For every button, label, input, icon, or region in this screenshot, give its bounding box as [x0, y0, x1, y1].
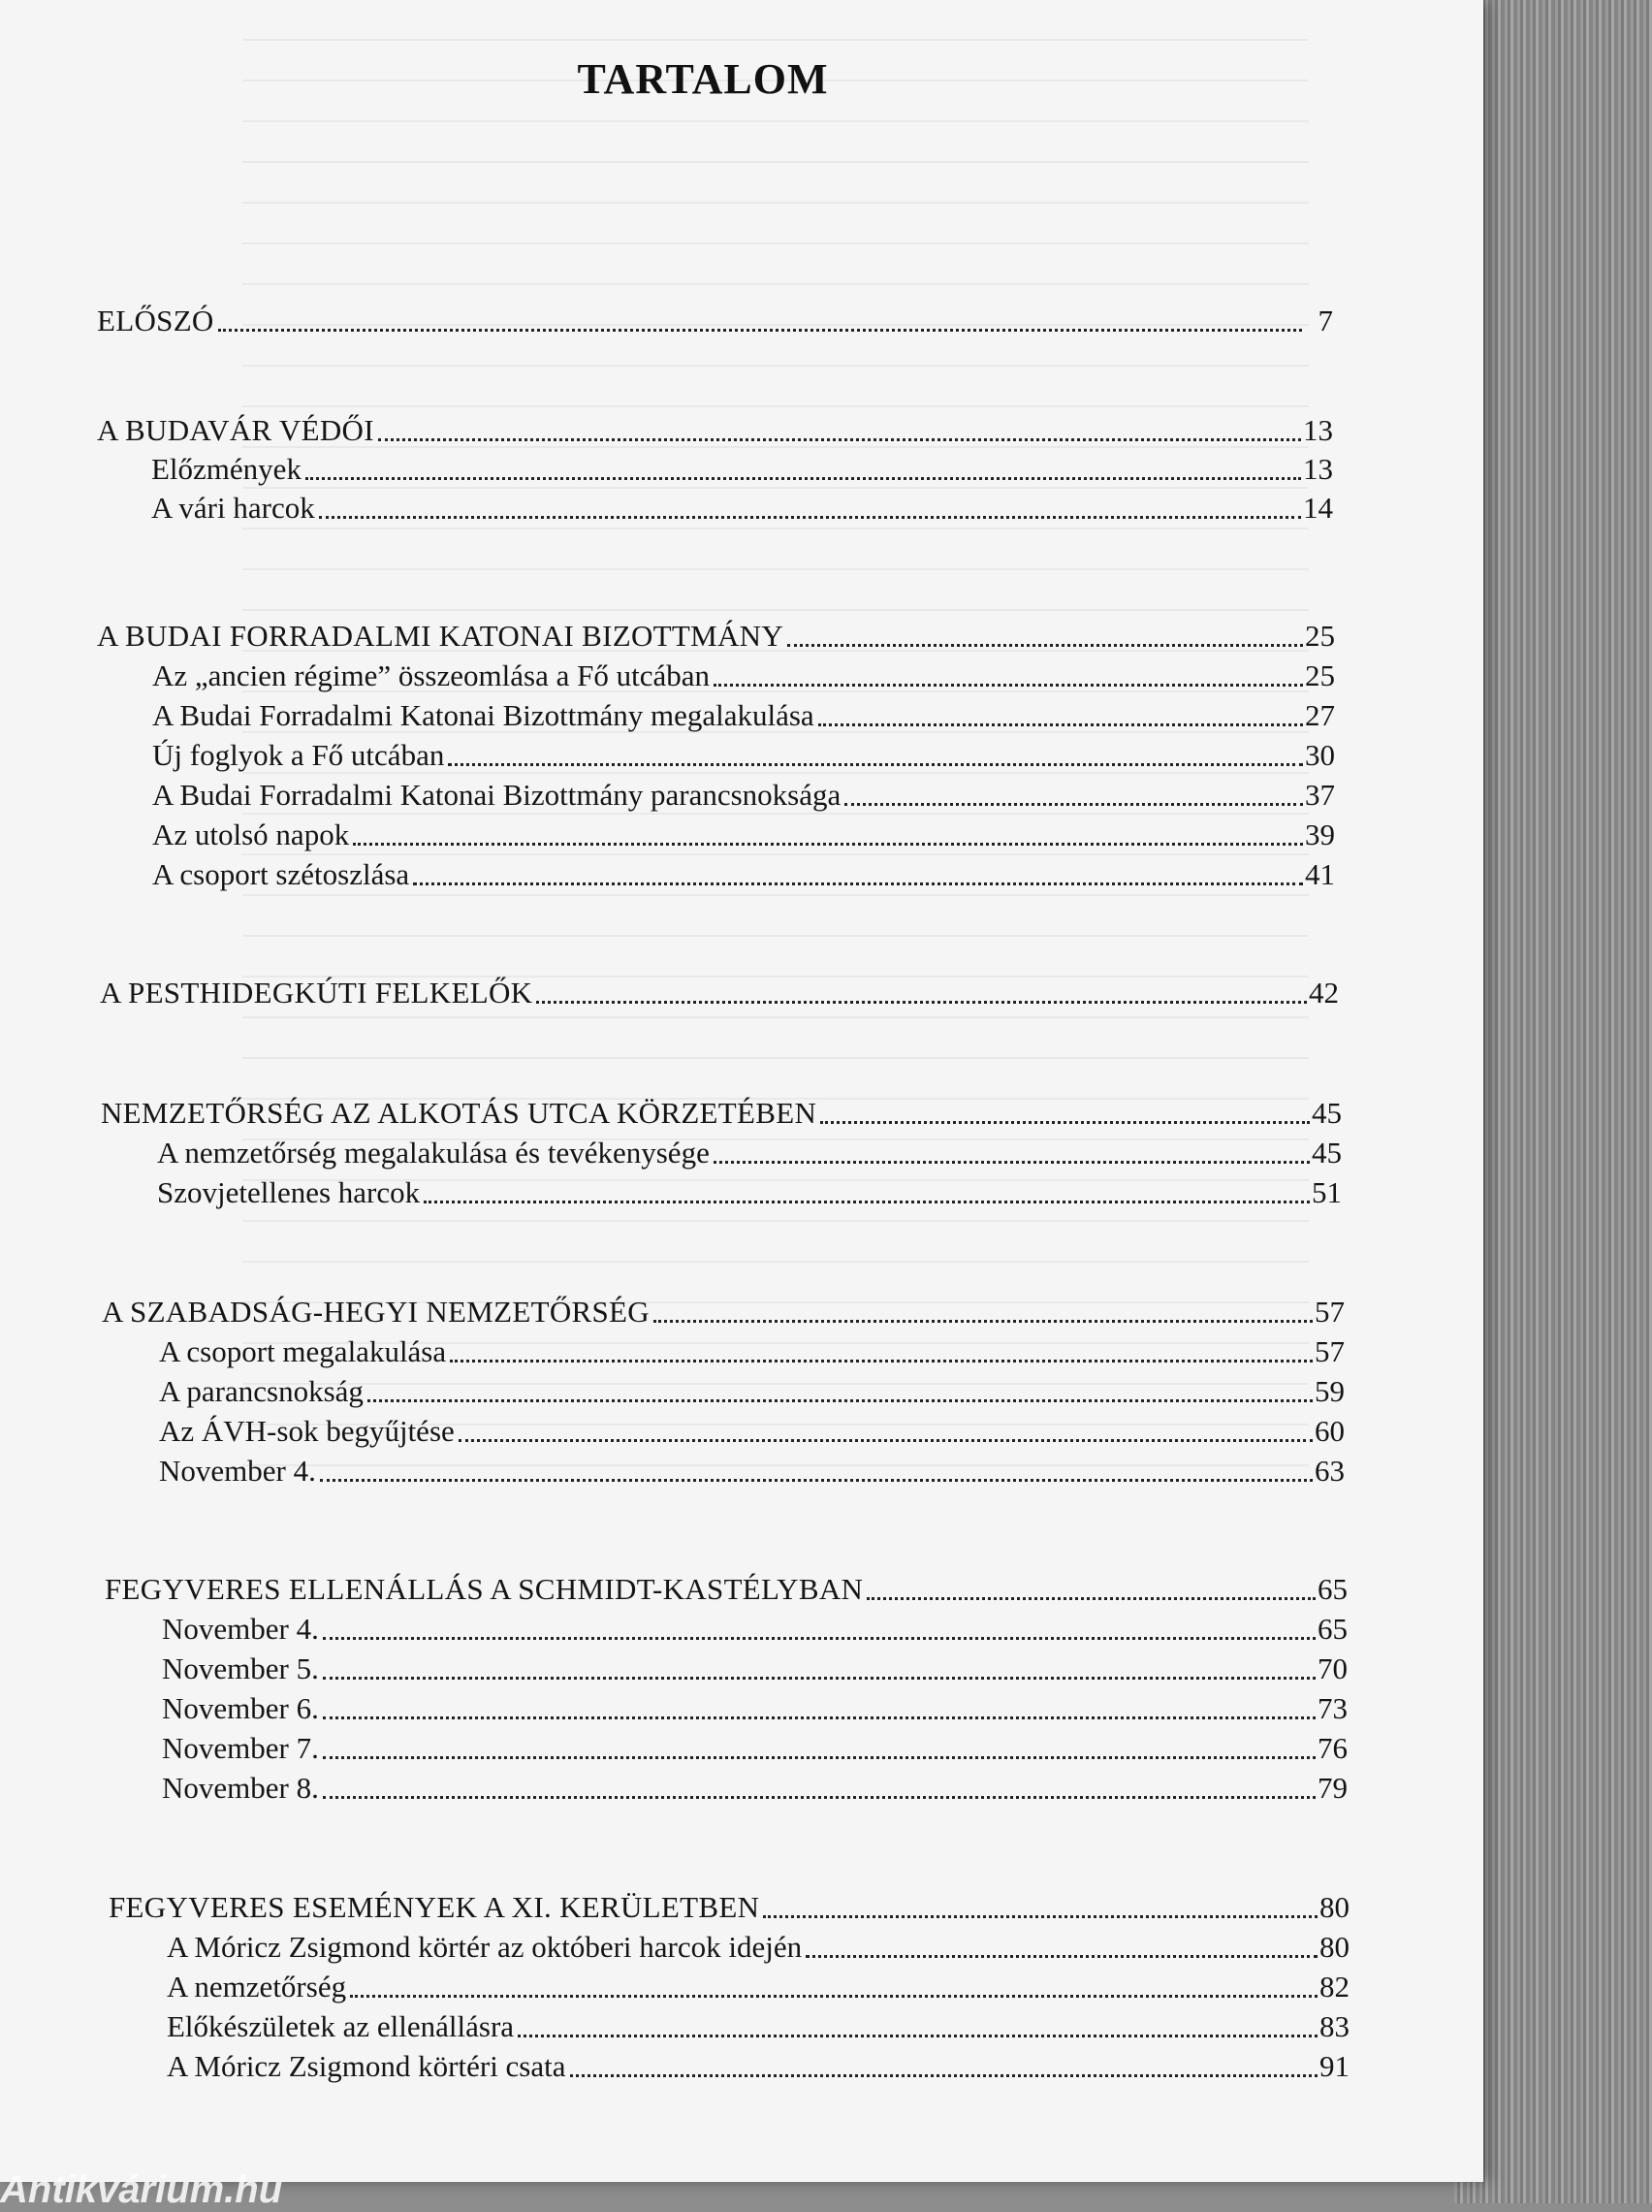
toc-page-number: 57 [1315, 1334, 1345, 1368]
dot-leader [305, 477, 1301, 480]
dot-leader [763, 1915, 1318, 1918]
dot-leader [323, 1796, 1316, 1799]
toc-entry-title: A Budai Forradalmi Katonai Bizottmány megalakulása [152, 698, 814, 732]
toc-entry-title: NEMZETŐRSÉG AZ ALKOTÁS UTCA KÖRZETÉBEN [101, 1096, 817, 1130]
toc-entry-title: November 7. [162, 1731, 319, 1765]
dot-leader [570, 2074, 1318, 2077]
toc-subentry [159, 1453, 1345, 1490]
toc-section-heading [109, 1889, 1350, 1926]
toc-entry-title: FEGYVERES ESEMÉNYEK A XI. KERÜLETBEN [109, 1890, 760, 1924]
toc-entry-title: A BUDAVÁR VÉDŐI [97, 413, 374, 447]
toc-subentry [167, 2048, 1350, 2085]
toc-section-heading [105, 1571, 1348, 1608]
toc-page-number: 13 [1303, 452, 1333, 486]
toc-entry-title: A PESTHIDEGKÚTI FELKELŐK [100, 976, 533, 1010]
toc-subentry [162, 1770, 1348, 1807]
dot-leader [218, 329, 1302, 332]
toc-page-number: 59 [1315, 1374, 1345, 1408]
dot-leader [323, 1677, 1316, 1680]
toc-entry-title: A nemzetőrség megalakulása és tevékenysége [157, 1136, 710, 1170]
toc-page-number: 79 [1318, 1771, 1348, 1805]
toc-subentry [152, 856, 1335, 893]
dot-leader [818, 723, 1303, 726]
toc-subentry [167, 2008, 1350, 2045]
toc-entry-title: A SZABADSÁG-HEGYI NEMZETŐRSÉG [102, 1295, 650, 1329]
toc-section-heading [100, 975, 1339, 1011]
toc-page-number: 30 [1305, 738, 1335, 772]
toc-subentry [157, 1135, 1342, 1171]
toc-entry-title: A csoport megalakulása [159, 1334, 447, 1368]
toc-subentry [152, 817, 1335, 853]
toc-page-number: 82 [1319, 1970, 1350, 2004]
dot-leader [714, 1161, 1310, 1164]
dot-leader [820, 1121, 1310, 1124]
toc-page-number: 27 [1305, 698, 1335, 732]
toc-entry-title: Az utolsó napok [152, 817, 350, 851]
dot-leader [448, 763, 1303, 766]
toc-entry-title: A vári harcok [151, 491, 315, 525]
toc-page-number: 37 [1305, 778, 1335, 812]
toc-entry-title: A Móricz Zsigmond körtér az októberi harcok idején [167, 1930, 803, 1964]
toc-subentry [162, 1651, 1348, 1687]
toc-entry-title: November 6. [162, 1691, 319, 1725]
toc-entry-title: A BUDAI FORRADALMI KATONAI BIZOTTMÁNY [97, 619, 784, 653]
dot-leader [787, 644, 1303, 647]
toc-subentry [152, 657, 1335, 694]
toc-page-number: 57 [1315, 1295, 1345, 1329]
dot-leader [353, 843, 1303, 846]
toc-entry-title: Előkészületek az ellenállásra [167, 2009, 515, 2043]
toc-entry-title: Az „ancien régime” összeomlása a Fő utcában [152, 658, 710, 692]
dot-leader [714, 684, 1303, 687]
toc-section-heading [97, 412, 1333, 449]
toc-page-number: 65 [1318, 1612, 1348, 1646]
dot-leader [378, 438, 1301, 441]
toc-subentry [159, 1333, 1345, 1370]
toc-page-number: 51 [1312, 1175, 1342, 1209]
toc-entry-title: November 8. [162, 1771, 319, 1805]
dot-leader [450, 1360, 1313, 1362]
toc-subentry [152, 737, 1335, 774]
dot-leader [323, 1756, 1316, 1759]
toc-entry-title: A nemzetőrség [167, 1970, 347, 2004]
toc-page-number: 45 [1312, 1136, 1342, 1170]
toc-entry-title: November 4. [162, 1612, 319, 1646]
dot-leader [413, 882, 1303, 885]
dot-leader [459, 1439, 1313, 1442]
dot-leader [323, 1716, 1316, 1719]
toc-subentry [151, 451, 1333, 488]
toc-subentry [159, 1373, 1345, 1410]
toc-subentry [151, 490, 1333, 527]
toc-subentry [167, 1969, 1350, 2005]
toc-subentry [162, 1611, 1348, 1648]
toc-page-number: 73 [1318, 1691, 1348, 1725]
toc-page-number: 41 [1305, 857, 1335, 891]
toc-subentry [162, 1730, 1348, 1767]
dot-leader [350, 1995, 1318, 1998]
toc-page-number: 83 [1319, 2009, 1350, 2043]
dot-leader [319, 516, 1301, 519]
toc-entry-title: ELŐSZÓ [97, 304, 214, 337]
toc-page-number: 25 [1305, 658, 1335, 692]
toc-subentry [167, 1929, 1350, 1966]
toc-page-number: 70 [1318, 1651, 1348, 1685]
toc-page-number: 14 [1303, 491, 1333, 525]
toc-entry-title: Szovjetellenes harcok [157, 1175, 421, 1209]
toc-entry-title: Előzmények [151, 452, 302, 486]
toc-page-number: 60 [1315, 1414, 1345, 1448]
toc-section-heading [97, 618, 1335, 655]
dot-leader [424, 1201, 1310, 1203]
toc-entry-title: November 5. [162, 1651, 319, 1685]
toc-section-heading [97, 303, 1333, 339]
dot-leader [518, 2035, 1318, 2037]
page-title: TARTALOM [577, 55, 829, 103]
toc-entry-title: A csoport szétoszlása [152, 857, 410, 891]
toc-page-number: 13 [1303, 413, 1333, 447]
toc-entry-title: A parancsnokság [159, 1374, 364, 1408]
toc-page-number: 91 [1319, 2049, 1350, 2083]
toc-entry-title: November 4. [159, 1454, 316, 1488]
toc-page-number: 25 [1305, 619, 1335, 653]
toc-section-heading [101, 1095, 1342, 1132]
toc-subentry [152, 697, 1335, 734]
toc-page-number: 63 [1315, 1454, 1345, 1488]
dot-leader [367, 1399, 1313, 1402]
toc-subentry [162, 1690, 1348, 1727]
toc-page-number: 45 [1312, 1096, 1342, 1130]
toc-section-heading [102, 1294, 1345, 1330]
toc-entry-title: A Móricz Zsigmond körtéri csata [167, 2049, 566, 2083]
toc-page-number: 42 [1309, 976, 1339, 1010]
toc-page-number: 65 [1318, 1572, 1348, 1606]
toc-page-number: 39 [1305, 817, 1335, 851]
toc-entry-title: FEGYVERES ELLENÁLLÁS A SCHMIDT-KASTÉLYBAN [105, 1572, 864, 1606]
toc-subentry [157, 1174, 1342, 1211]
toc-subentry [152, 777, 1335, 814]
toc-page-number: 76 [1318, 1731, 1348, 1765]
toc-entry-title: Új foglyok a Fő utcában [152, 738, 445, 772]
toc-page-number: 80 [1319, 1930, 1350, 1964]
dot-leader [536, 1001, 1307, 1004]
watermark: Antikvárium.hu [0, 2168, 283, 2211]
dot-leader [867, 1597, 1316, 1600]
dot-leader [653, 1320, 1313, 1323]
background-surface [1454, 0, 1652, 2203]
toc-entry-title: Az ÁVH-sok begyűjtése [159, 1414, 455, 1448]
toc-entry-title: A Budai Forradalmi Katonai Bizottmány parancsnoksága [152, 778, 842, 812]
dot-leader [806, 1955, 1318, 1958]
dot-leader [844, 803, 1303, 806]
dot-leader [320, 1479, 1313, 1482]
toc-page-number: 80 [1319, 1890, 1350, 1924]
dot-leader [323, 1637, 1316, 1640]
toc-subentry [159, 1413, 1345, 1450]
toc-page-number: 7 [1318, 304, 1333, 337]
